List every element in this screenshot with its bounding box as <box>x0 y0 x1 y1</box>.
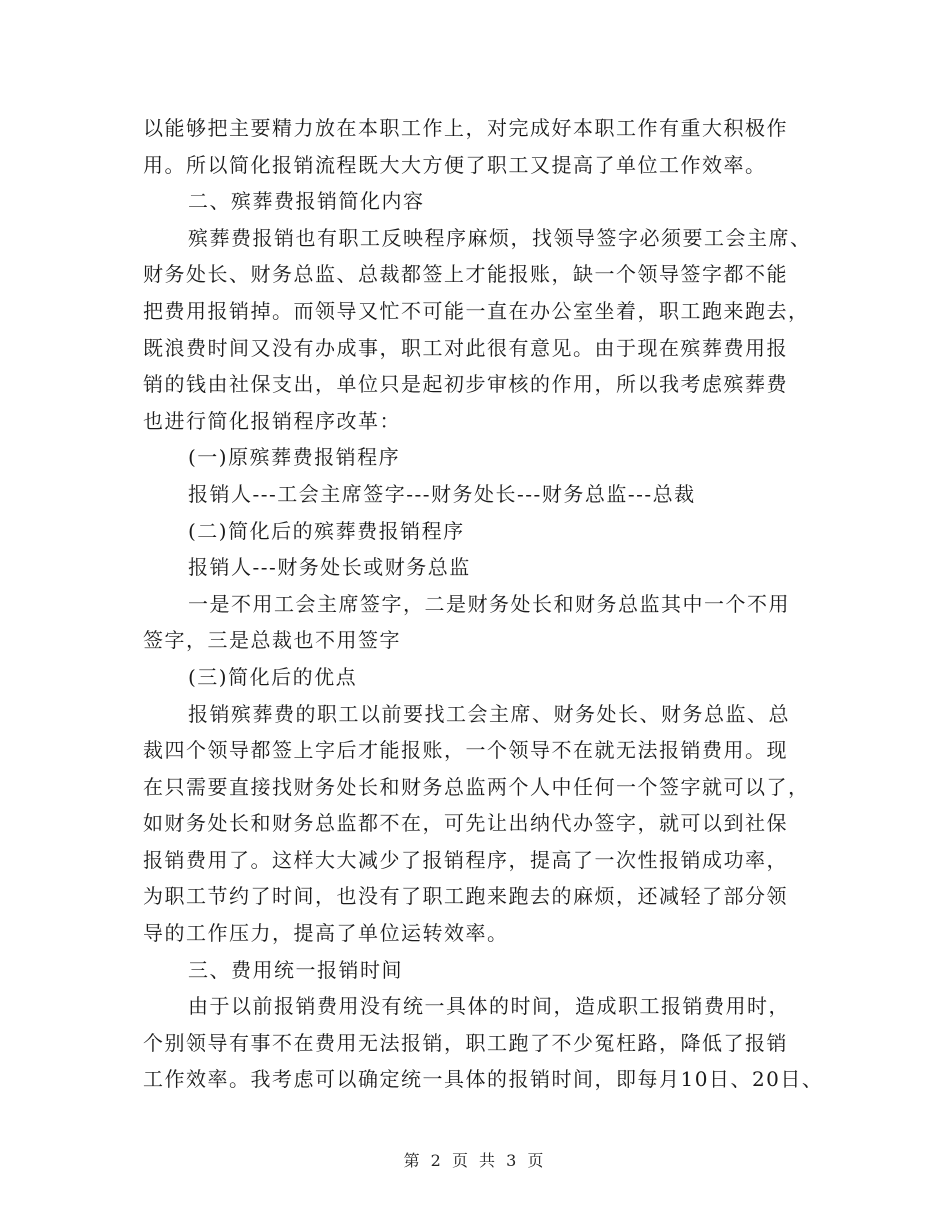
text-line: 财务处长、财务总监、总裁都签上才能报账，缺一个领导签字都不能 <box>143 262 788 287</box>
page-footer: 第 2 页 共 3 页 <box>403 1151 547 1170</box>
text-line: 为职工节约了时间，也没有了职工跑来跑去的麻烦，还减轻了部分领 <box>143 884 788 909</box>
text-line: 裁四个领导都签上字后才能报账，一个领导不在就无法报销费用。现 <box>143 738 788 763</box>
text-line: 个别领导有事不在费用无法报销，职工跑了不少冤枉路，降低了报销 <box>143 1030 788 1055</box>
text-line: (一)原殡葬费报销程序 <box>188 445 401 470</box>
text-line: 用。所以简化报销流程既大大方便了职工又提高了单位工作效率。 <box>143 152 767 177</box>
document-body <box>143 110 823 1098</box>
text-line: 殡葬费报销也有职工反映程序麻烦，找领导签字必须要工会主席、 <box>188 225 812 250</box>
text-line: 工作效率。我考虑可以确定统一具体的报销时间，即每月10日、20日、 <box>143 1067 824 1092</box>
text-line: (二)简化后的殡葬费报销程序 <box>188 518 465 543</box>
text-line: 报销人---工会主席签字---财务处长---财务总监---总裁 <box>188 481 696 506</box>
text-line: 报销人---财务处长或财务总监 <box>188 555 471 580</box>
text-line: 二、殡葬费报销简化内容 <box>188 189 425 214</box>
text-line: 一是不用工会主席签字，二是财务处长和财务总监其中一个不用 <box>188 591 790 616</box>
text-line: 签字，三是总裁也不用签字 <box>143 628 401 653</box>
text-line: 把费用报销掉。而领导又忙不可能一直在办公室坐着，职工跑来跑去， <box>143 298 810 323</box>
text-line: 导的工作压力，提高了单位运转效率。 <box>143 921 509 946</box>
text-line: 三、费用统一报销时间 <box>188 957 403 982</box>
text-line: 也进行简化报销程序改革： <box>143 408 401 433</box>
text-line: 既浪费时间又没有办成事，职工对此很有意见。由于现在殡葬费用报 <box>143 335 788 360</box>
text-line: (三)简化后的优点 <box>188 664 358 689</box>
text-line: 在只需要直接找财务处长和财务总监两个人中任何一个签字就可以了， <box>143 774 810 799</box>
text-line: 如财务处长和财务总监都不在，可先让出纳代办签字，就可以到社保 <box>143 811 788 836</box>
text-line: 以能够把主要精力放在本职工作上，对完成好本职工作有重大积极作 <box>143 116 788 140</box>
text-line: 报销费用了。这样大大减少了报销程序，提高了一次性报销成功率， <box>143 847 788 872</box>
text-line: 销的钱由社保支出，单位只是起初步审核的作用，所以我考虑殡葬费 <box>143 372 788 397</box>
text-line: 由于以前报销费用没有统一具体的时间，造成职工报销费用时， <box>188 994 790 1019</box>
text-line: 报销殡葬费的职工以前要找工会主席、财务处长、财务总监、总 <box>188 701 790 726</box>
